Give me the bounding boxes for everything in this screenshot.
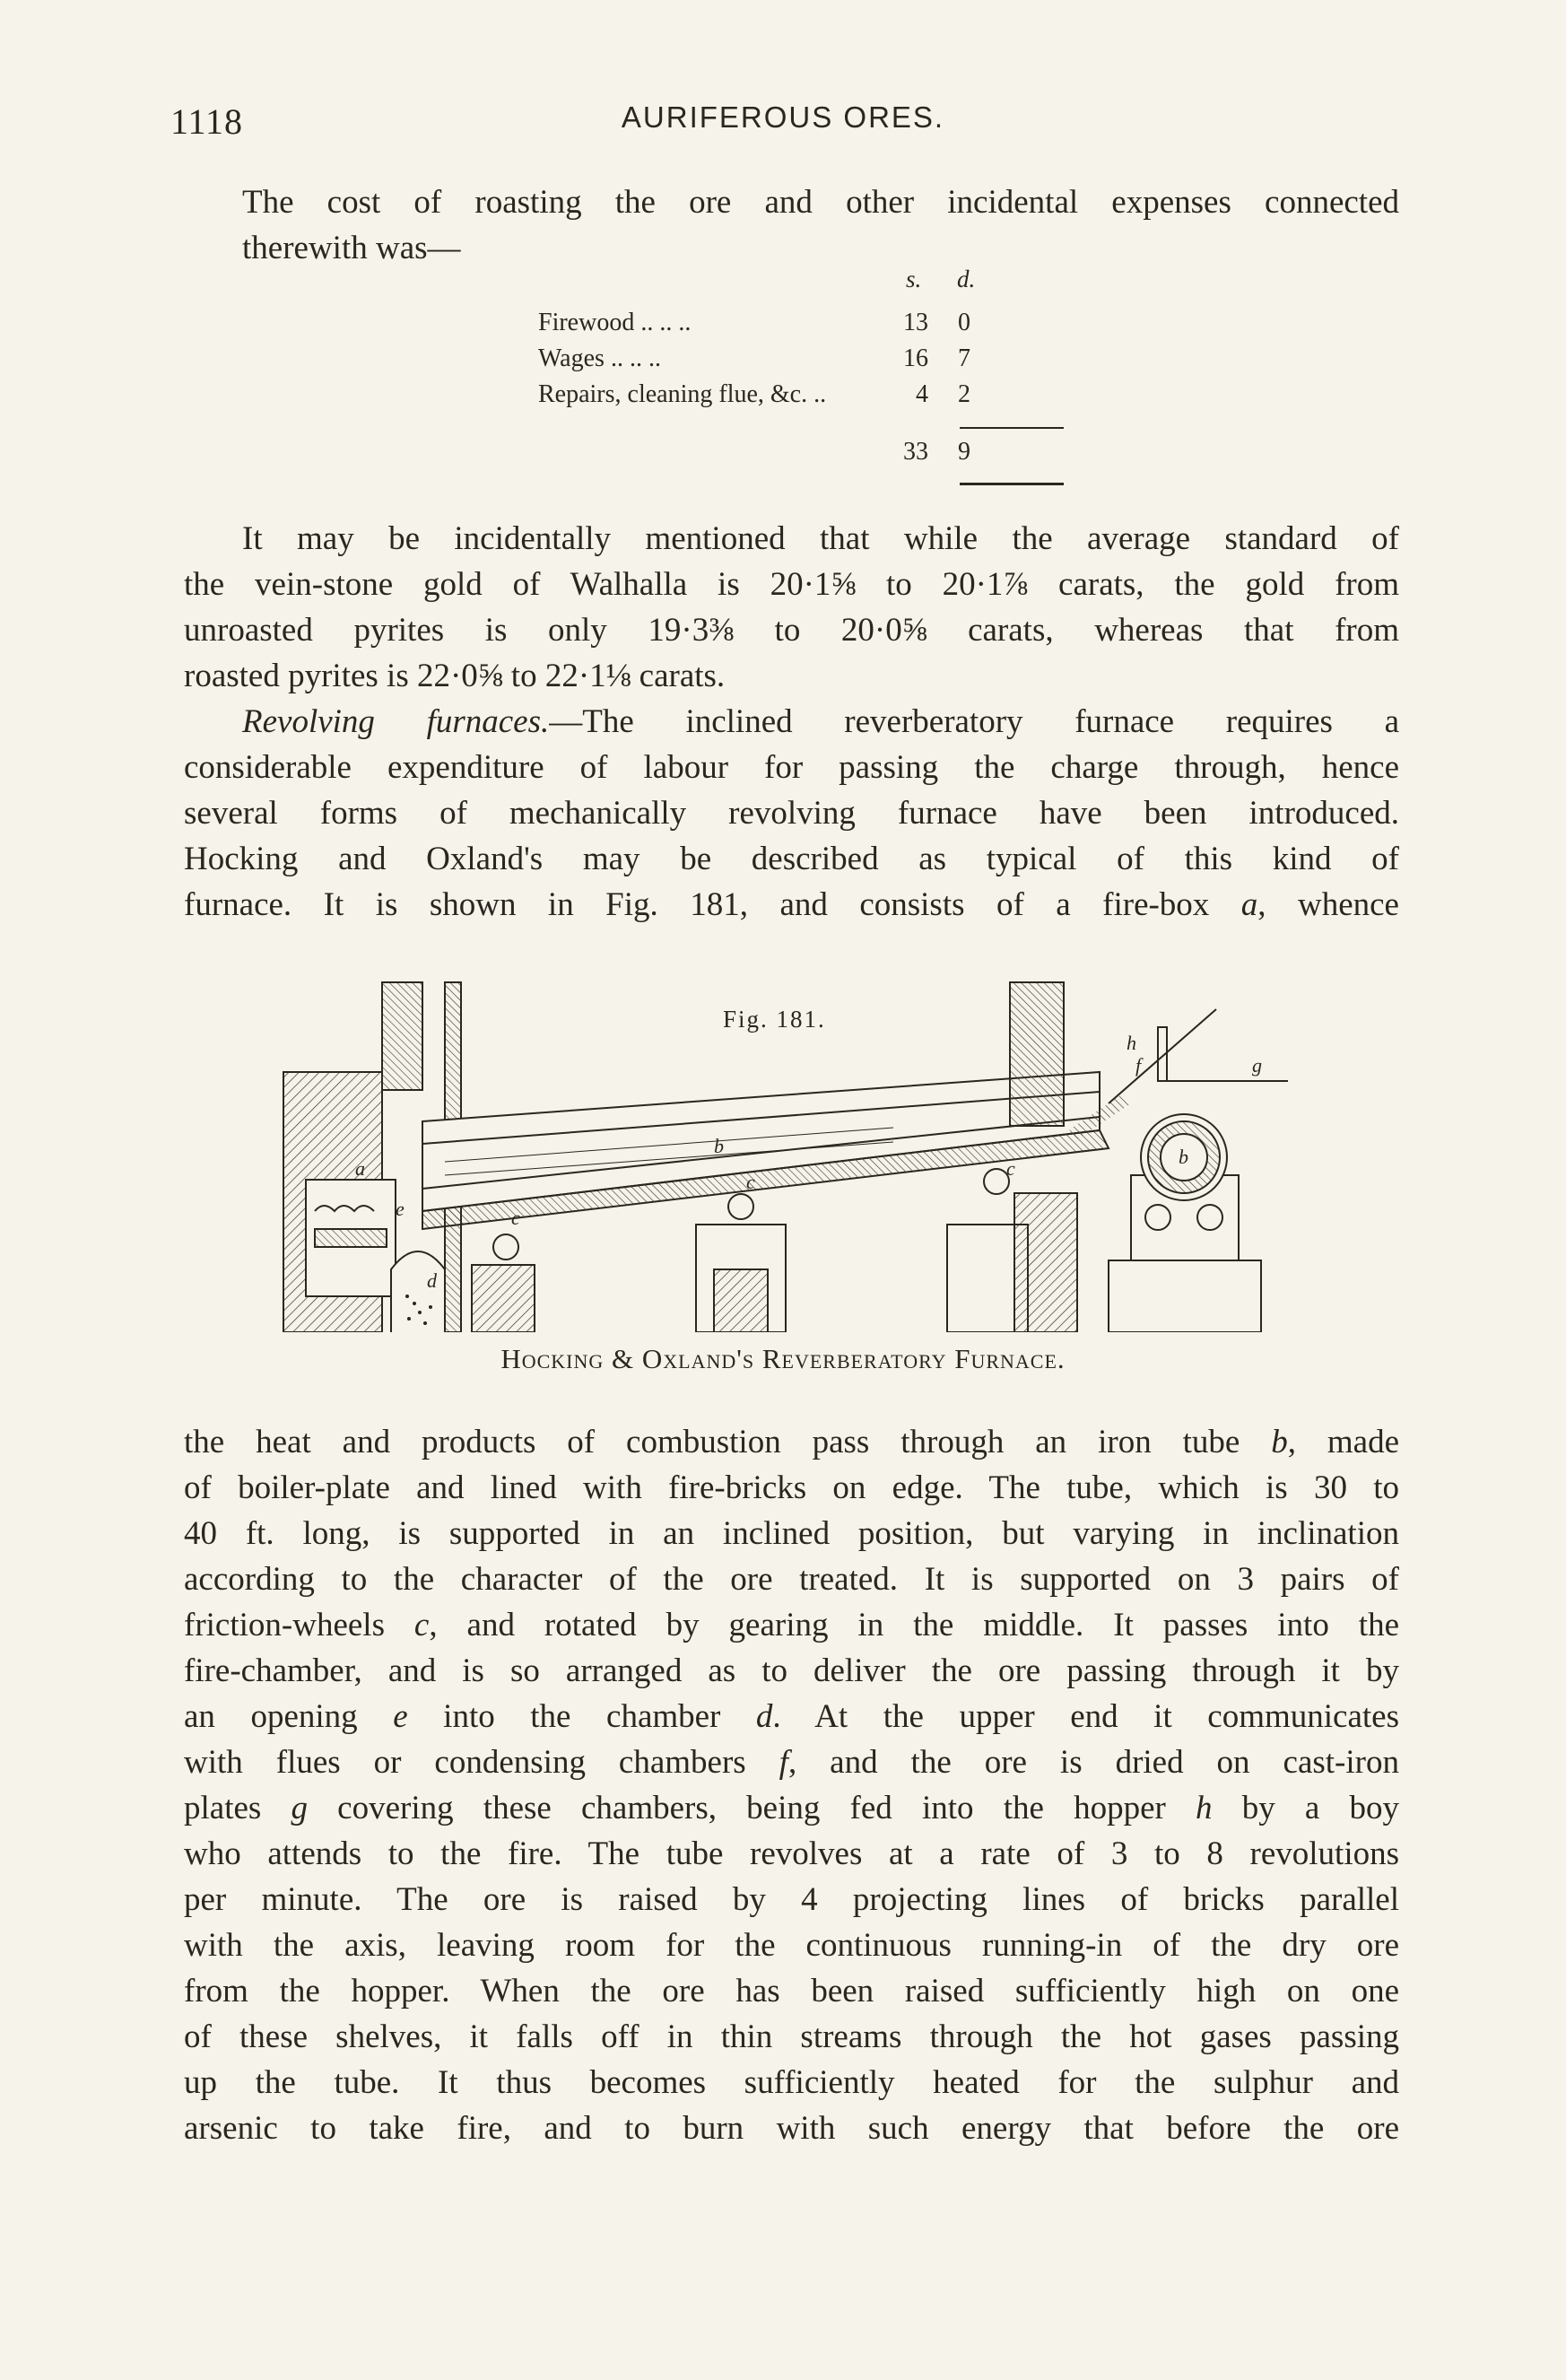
text-line	[184, 2014, 1399, 2060]
text-line	[184, 882, 1399, 928]
friction-wheel-section	[1197, 1205, 1222, 1230]
friction-wheel	[493, 1234, 518, 1260]
text-run: , and rotated by gearing in the middle. It passes into the	[429, 1607, 1399, 1643]
text-line	[184, 1511, 1399, 1556]
cost-total-row	[538, 438, 1076, 474]
label-f: f	[1135, 1054, 1142, 1077]
support-pier-inner	[714, 1269, 768, 1332]
text-run: —The inclined reverberatory furnace requires a	[549, 703, 1399, 740]
figure-ref-letter: b	[1271, 1424, 1288, 1460]
text-run: according to the character of the ore treated. It is supported on 3 pairs of	[184, 1561, 1399, 1598]
paragraph-revolving-furnaces	[184, 699, 1399, 928]
text-line	[184, 1785, 1399, 1831]
total-shillings: 33	[903, 438, 928, 466]
cost-label: Repairs, cleaning flue, &c. ..	[538, 380, 827, 408]
text-run: with the axis, leaving room for the continuous running-in of the dry ore	[184, 1927, 1399, 1964]
figure-ref-letter: g	[291, 1790, 308, 1826]
text-run: into the chamber	[407, 1698, 756, 1735]
cost-row	[538, 380, 1076, 416]
text-line: roasted pyrites is 22·0⅝ to 22·1⅛ carats.	[184, 658, 726, 694]
text-line: It may be incidentally mentioned that while the average standard of	[242, 520, 1399, 557]
figure-ref-letter: e	[393, 1698, 408, 1735]
label-a: a	[355, 1157, 365, 1180]
text-run: friction-wheels	[184, 1607, 414, 1643]
text-line	[184, 1694, 1399, 1739]
friction-wheel-section	[1145, 1205, 1170, 1230]
text-line	[184, 1556, 1399, 1602]
text-line: considerable expenditure of labour for passing the charge through, hence	[184, 749, 1399, 786]
text-run: by a boy	[1212, 1790, 1399, 1826]
text-line: unroasted pyrites is only 19·3⅜ to 20·0⅝ carats, whereas that from	[184, 612, 1399, 649]
figure-ref-letter: d	[755, 1698, 773, 1735]
text-line	[184, 1648, 1399, 1694]
text-line	[184, 1602, 1399, 1648]
label-b-section: b	[1179, 1146, 1188, 1168]
text-run: , whence	[1257, 886, 1399, 923]
figure-ref-letter: f	[779, 1744, 788, 1781]
text-run: per minute. The ore is raised by 4 projecting lines of bricks parallel	[184, 1881, 1399, 1918]
label-c: c	[511, 1207, 520, 1229]
paragraph-gold-standard	[184, 516, 1399, 699]
text-run: , and the ore is dried on cast-iron	[787, 1744, 1399, 1781]
text-run: arsenic to take fire, and to burn with such energy that before the ore	[184, 2110, 1399, 2147]
cost-label: Wages .. .. ..	[538, 344, 661, 372]
cost-label: Firewood .. .. ..	[538, 309, 692, 336]
text-run: furnace. It is shown in Fig. 181, and consists of a fire-box	[184, 886, 1241, 923]
text-line	[184, 1968, 1399, 2014]
paragraph-tube-description	[184, 1419, 1399, 2151]
label-c: c	[746, 1171, 755, 1193]
label-e: e	[396, 1198, 405, 1220]
label-b: b	[714, 1135, 724, 1157]
fire-grate	[315, 1229, 387, 1247]
label-h: h	[1127, 1032, 1136, 1054]
text-run: plates	[184, 1790, 291, 1826]
intro-paragraph	[242, 179, 1399, 271]
running-head: AURIFEROUS ORES.	[621, 100, 945, 134]
chimney	[382, 982, 422, 1090]
intro-line: The cost of roasting the ore and other incidental expenses connected	[242, 184, 1399, 221]
text-line	[184, 2060, 1399, 2105]
furnace-figure	[265, 973, 1315, 1332]
support-pier	[472, 1265, 535, 1332]
text-line	[184, 1465, 1399, 1511]
text-run: fire-chamber, and is so arranged as to deliver the ore passing through it by	[184, 1652, 1399, 1689]
friction-wheel	[984, 1169, 1009, 1194]
text-line: Hocking and Oxland's may be described as typical of this kind of	[184, 841, 1399, 877]
chamber-d	[391, 1251, 445, 1332]
hopper-h	[1109, 1009, 1216, 1103]
col-shillings: s.	[906, 266, 922, 292]
figure-ref-letter: a	[1240, 886, 1258, 923]
figure-label: Fig. 181.	[723, 1006, 826, 1033]
figure-ref-letter: c	[413, 1607, 430, 1643]
cost-row	[538, 309, 1076, 344]
cost-pence: 7	[958, 344, 970, 372]
text-run: who attends to the fire. The tube revolves at a rate of 3 to 8 revolutions	[184, 1835, 1399, 1872]
label-c: c	[1006, 1157, 1015, 1180]
text-run: of boiler-plate and lined with fire-bricks on edge. The tube, which is 30 to	[184, 1469, 1399, 1506]
text-run: . At the upper end it communicates	[772, 1698, 1399, 1735]
text-line	[184, 1877, 1399, 1922]
friction-wheel	[728, 1194, 753, 1219]
sum-rule	[960, 427, 1064, 429]
text-run: of these shelves, it falls off in thin streams through the hot gases passing	[184, 2018, 1399, 2055]
figure-ref-letter: h	[1196, 1790, 1213, 1826]
text-line	[184, 1831, 1399, 1877]
page-number: 1118	[170, 101, 244, 142]
text-run: with flues or condensing chambers	[184, 1744, 779, 1781]
text-run: , made	[1287, 1424, 1400, 1460]
section-lead: Revolving furnaces.	[242, 703, 550, 740]
text-line	[184, 1419, 1399, 1465]
text-line	[184, 699, 1399, 745]
text-line	[184, 1739, 1399, 1785]
end-base	[1109, 1260, 1261, 1332]
upper-flue	[1010, 982, 1064, 1126]
figure-caption: Hocking & Oxland's Reverberatory Furnace.	[500, 1343, 1066, 1374]
intro-line: therewith was—	[242, 230, 461, 266]
text-line	[184, 1922, 1399, 1968]
col-pence: d.	[957, 266, 976, 292]
text-run: the heat and products of combustion pass through an iron tube	[184, 1424, 1272, 1460]
flue-chamber-f	[1014, 1193, 1077, 1332]
cost-shillings: 16	[903, 344, 928, 372]
text-run: from the hopper. When the ore has been raised sufficiently high on one	[184, 1973, 1399, 2009]
cost-pence: 2	[958, 380, 970, 408]
total-rule	[960, 483, 1064, 485]
text-line: the vein-stone gold of Walhalla is 20·1⅝ to 20·1⅞ carats, the gold from	[184, 566, 1399, 603]
total-pence: 9	[958, 438, 970, 466]
text-line: several forms of mechanically revolving furnace have been introduced.	[184, 795, 1399, 832]
cost-row	[538, 344, 1076, 380]
cost-shillings: 13	[903, 309, 928, 336]
text-run: covering these chambers, being fed into the hopper	[307, 1790, 1196, 1826]
label-g: g	[1252, 1054, 1262, 1077]
text-run: 40 ft. long, is supported in an inclined position, but varying in inclination	[184, 1515, 1399, 1552]
text-line	[184, 2105, 1399, 2151]
cost-shillings: 4	[916, 380, 928, 408]
text-run: an opening	[184, 1698, 394, 1735]
label-d: d	[427, 1269, 437, 1292]
cost-pence: 0	[958, 309, 970, 336]
text-run: up the tube. It thus becomes sufficiently heated for the sulphur and	[184, 2064, 1399, 2101]
